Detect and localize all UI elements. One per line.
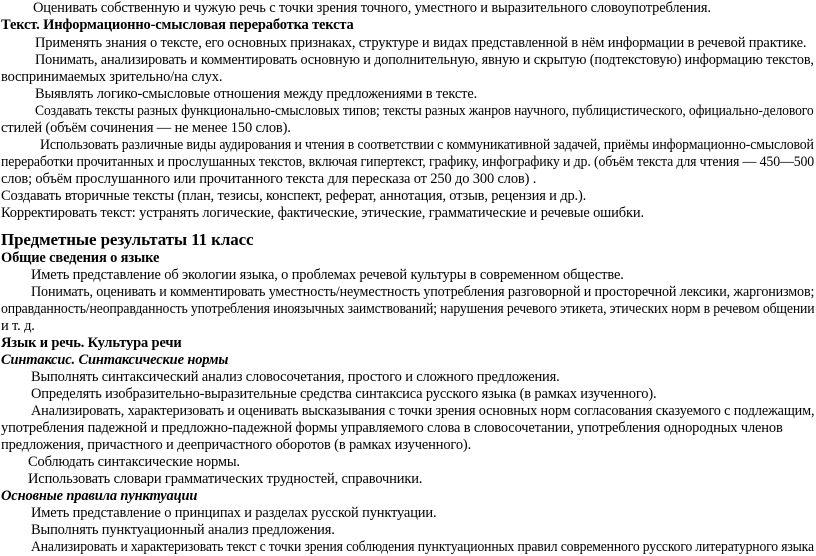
text-line: Анализировать, характеризовать и оценивать высказывания с точки зрения основных норм согласования сказуемого с подлежащим, — [31, 403, 815, 419]
text-line: Выполнять синтаксический анализ словосочетания, простого и сложного предложения. — [31, 369, 560, 385]
page-heading: Предметные результаты 11 класс — [1, 230, 254, 249]
text-line: Выявлять логико-смысловые отношения между предложениями в тексте. — [35, 86, 478, 102]
text-line: переработки прочитанных и прослушанных текстов, включая гипертекст, графику, инфографику и др. (объём текста для чтения — 450—500 — [1, 154, 815, 170]
subsection-heading: Основные правила пунктуации — [1, 488, 198, 504]
text-line: Оценивать собственную и чужую речь с точки зрения точного, уместного и выразительного словоупотребления. — [33, 0, 711, 16]
text-line: Выполнять пунктуационный анализ предложения. — [31, 522, 335, 538]
section-heading: Общие сведения о языке — [1, 250, 160, 266]
text-line: Корректировать текст: устранять логические, фактические, этические, грамматические и речевые ошибки. — [1, 205, 644, 221]
text-line: Понимать, анализировать и комментировать основную и дополнительную, явную и скрытую (подтекстовую) информацию текстов, — [35, 52, 814, 68]
text-line: воспринимаемых зрительно/на слух. — [1, 69, 223, 85]
text-line: и т. д. — [1, 318, 35, 334]
text-line: употребления падежной и предложно-падежной формы управляемого слова в словосочетании, употребления однородных членов — [1, 420, 783, 436]
text-line: Определять изобразительно-выразительные средства синтаксиса русского языка (в рамках изученного). — [31, 386, 657, 402]
text-line: Понимать, оценивать и комментировать уместность/неуместность употребления разговорной и просторечной лексики, жаргонизмов; — [31, 284, 815, 300]
text-line: Использовать различные виды аудирования и чтения в соответствии с коммуникативной задачей, приёмы информационно-смысловой — [40, 137, 814, 153]
text-line: Применять знания о тексте, его основных признаках, структуре и видах представленной в нём информации в речевой практике. — [35, 35, 807, 51]
section-heading: Язык и речь. Культура речи — [1, 335, 182, 351]
text-line: Использовать словари грамматических трудностей, справочники. — [28, 471, 423, 487]
text-line: стилей (объём сочинения — не менее 150 слов). — [1, 120, 291, 136]
section-heading: Текст. Информационно-смысловая переработка текста — [1, 17, 354, 33]
text-line: Создавать тексты разных функционально-смысловых типов; тексты разных жанров научного, публицистического, официально-делового — [35, 103, 814, 119]
text-line: предложения, причастного и деепричастного оборотов (в рамках изученного). — [1, 437, 472, 453]
text-line: слов; объём прослушанного или прочитанного текста для пересказа от 250 до 300 слов) . — [1, 171, 537, 187]
text-line: Создавать вторичные тексты (план, тезисы, конспект, реферат, аннотация, отзыв, рецензия и др.). — [1, 188, 587, 204]
text-line: Анализировать и характеризовать текст с точки зрения соблюдения пунктуационных правил современного русского литературного языка — [31, 539, 814, 555]
text-line: оправданность/неоправданность употребления иноязычных заимствований; нарушения речевого этикета, этических норм в речевом общении — [1, 301, 815, 317]
text-line: Иметь представление о принципах и разделах русской пунктуации. — [31, 505, 437, 521]
text-line: Иметь представление об экологии языка, о проблемах речевой культуры в современном обществе. — [31, 267, 624, 283]
text-line: Соблюдать синтаксические нормы. — [28, 454, 240, 470]
subsection-heading: Синтаксис. Синтаксические нормы — [1, 352, 229, 368]
